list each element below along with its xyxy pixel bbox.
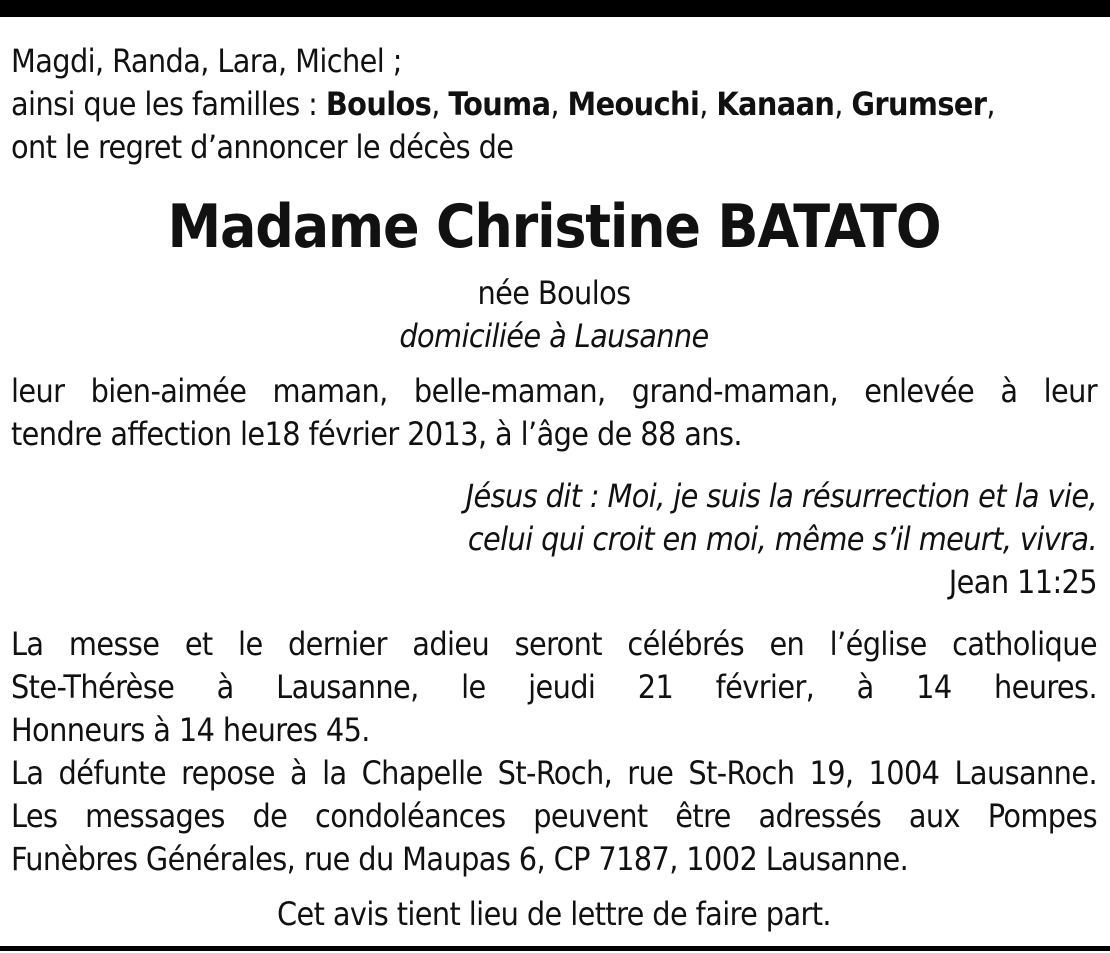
family-name-2: Touma xyxy=(448,85,551,123)
tribute-line: tendre affection le18 février 2013, à l’âge de 88 ans. xyxy=(11,415,742,453)
family-separator: , xyxy=(431,85,449,123)
details-line: Funèbres Générales, rue du Maupas 6, CP 7187, 1002 Lausanne. xyxy=(11,840,909,878)
bottom-border-rule xyxy=(0,946,1110,951)
deceased-name: Madame Christine BATATO xyxy=(167,192,941,262)
families-line xyxy=(11,83,1097,126)
family-separator: , xyxy=(550,85,568,123)
family-name-3: Meouchi xyxy=(567,85,700,123)
details-line: La défunte repose à la Chapelle St-Roch, rue St-Roch 19, 1004 Lausanne. xyxy=(11,754,1097,792)
family-name-5: Grumser xyxy=(851,85,987,123)
family-name-4: Kanaan xyxy=(716,85,835,123)
announcement-intro: ont le regret d’annoncer le décès de xyxy=(11,128,514,166)
verse-reference: Jean 11:25 xyxy=(948,563,1097,601)
verse-line: Jésus dit : Moi, je suis la résurrection et la vie, xyxy=(465,477,1097,515)
verse-line: celui qui croit en moi, même s’il meurt, vivra. xyxy=(467,520,1097,558)
obituary-notice xyxy=(11,40,1097,936)
families-suffix: , xyxy=(986,85,995,123)
family-names: Magdi, Randa, Lara, Michel ; xyxy=(11,42,402,80)
residence: domiciliée à Lausanne xyxy=(399,317,709,355)
families-prefix: ainsi que les familles : xyxy=(11,85,326,123)
tribute-paragraph xyxy=(11,370,1097,456)
bible-verse xyxy=(11,475,1097,604)
family-separator: , xyxy=(699,85,717,123)
ceremony-paragraph xyxy=(11,623,1097,752)
tribute-line: leur bien-aimée maman, belle-maman, grand-maman, enlevée à leur xyxy=(11,372,1097,410)
ceremony-line: Ste-Thérèse à Lausanne, le jeudi 21 février, à 14 heures. xyxy=(11,668,1097,706)
ceremony-line: La messe et le dernier adieu seront célébrés en l’église catholique xyxy=(11,625,1097,663)
top-border-rule xyxy=(0,0,1110,17)
details-paragraph xyxy=(11,752,1097,881)
birth-name: née Boulos xyxy=(477,274,631,312)
ceremony-line: Honneurs à 14 heures 45. xyxy=(11,711,370,749)
details-line: Les messages de condoléances peuvent être adressés aux Pompes xyxy=(11,797,1097,835)
closing-note: Cet avis tient lieu de lettre de faire part. xyxy=(277,895,831,933)
family-separator: , xyxy=(834,85,852,123)
family-name-1: Boulos xyxy=(325,85,432,123)
